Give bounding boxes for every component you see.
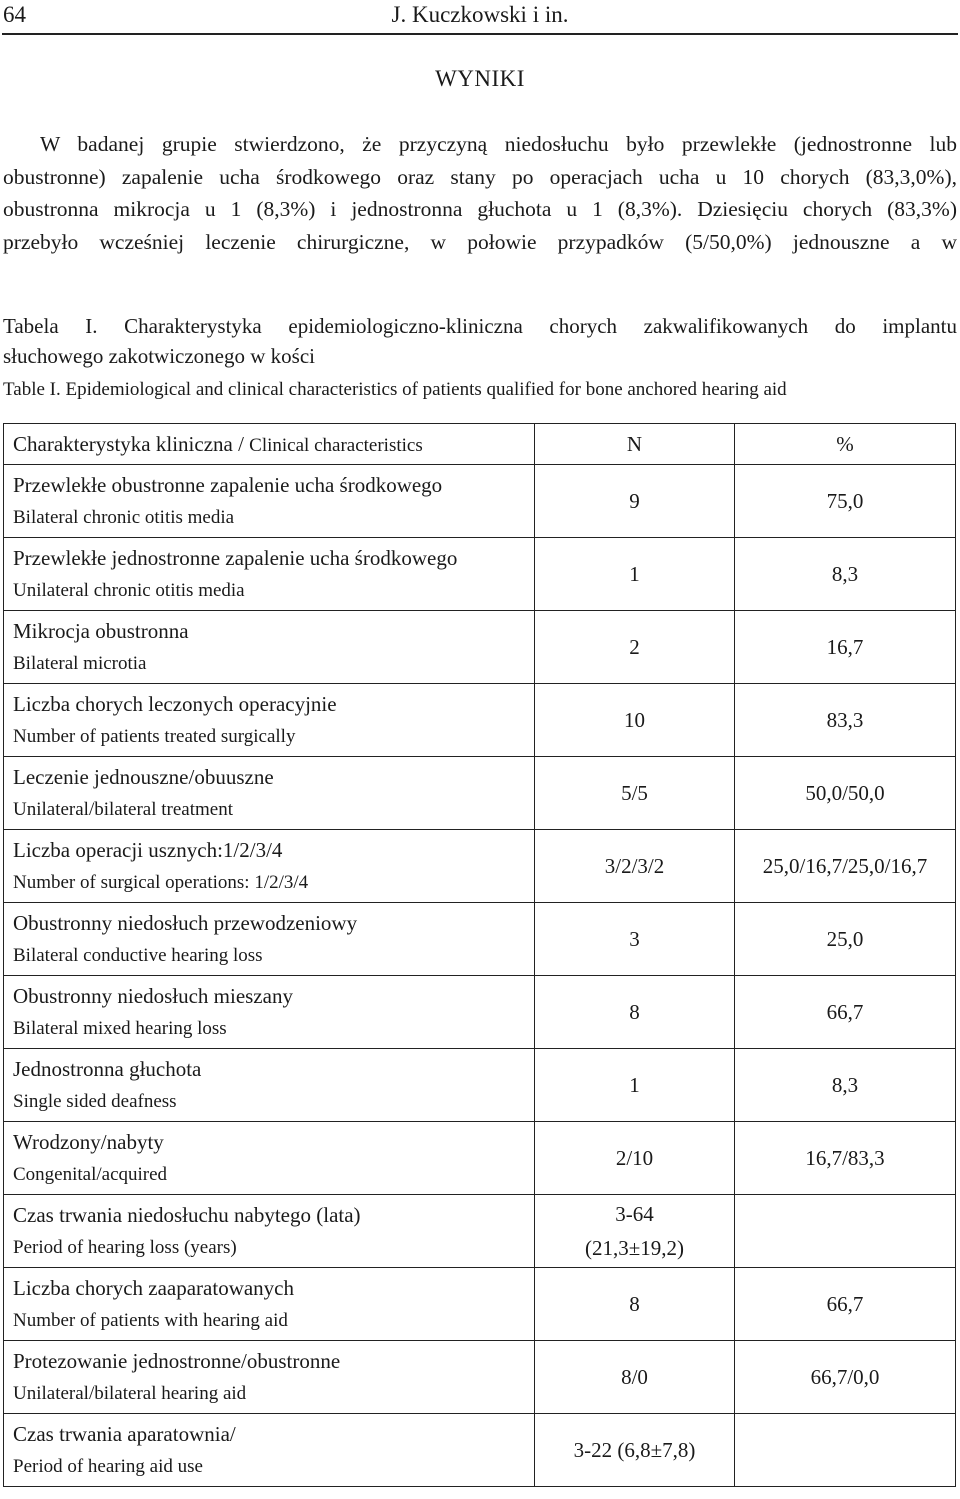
n-value: 8 [629, 1000, 640, 1024]
cell-characteristic [4, 903, 535, 976]
cell-n [535, 903, 735, 976]
n-value: 3-22 (6,8±7,8) [573, 1438, 696, 1462]
characteristic-polish: Obustronny niedosłuch mieszany [13, 983, 293, 1008]
body-paragraph [3, 128, 957, 259]
cell-characteristic [4, 1122, 535, 1195]
characteristic-english: Unilateral chronic otitis media [13, 579, 245, 601]
characteristic-english: Unilateral/bilateral hearing aid [13, 1382, 247, 1404]
characteristic-english: Bilateral chronic otitis media [13, 506, 235, 528]
characteristic-english: Bilateral conductive hearing loss [13, 944, 263, 966]
characteristic-polish: Obustronny niedosłuch przewodzeniowy [13, 910, 358, 935]
page-header [0, 0, 960, 36]
table-row [4, 1195, 956, 1268]
characteristic-english: Number of patients treated surgically [13, 725, 296, 747]
cell-percent [735, 1195, 956, 1268]
cell-percent: 50,0/50,0 [735, 757, 956, 830]
characteristic-polish: Liczba operacji usznych:1/2/3/4 [13, 837, 283, 862]
cell-percent: 66,7/0,0 [735, 1341, 956, 1414]
characteristic-polish: Leczenie jednouszne/obuuszne [13, 764, 274, 789]
cell-percent [735, 1414, 956, 1487]
characteristic-english: Unilateral/bilateral treatment [13, 798, 233, 820]
cell-percent: 16,7 [735, 611, 956, 684]
page-number: 64 [3, 2, 26, 27]
caption-line: słuchowego zakotwiczonego w kości [3, 344, 315, 368]
header-rule [2, 33, 958, 35]
n-value: 2/10 [615, 1146, 654, 1170]
cell-n [535, 1341, 735, 1414]
header-label-polish: Charakterystyka kliniczna / [13, 431, 250, 456]
caption-line: Tabela I. Charakterystyka epidemiologiczno-kliniczna chorych zakwalifikowanych do implantu [3, 314, 957, 338]
n-value: 1 [629, 562, 640, 586]
cell-percent: 8,3 [735, 538, 956, 611]
n-value: 3 [629, 927, 640, 951]
cell-percent: 25,0/16,7/25,0/16,7 [735, 830, 956, 903]
cell-n [535, 976, 735, 1049]
characteristic-polish: Liczba chorych leczonych operacyjnie [13, 691, 337, 716]
running-head: J. Kuczkowski i in. [391, 2, 569, 27]
table-caption-english: Table I. Epidemiological and clinical characteristics of patients qualified for bone anchored hearing aid [3, 379, 787, 400]
header-label-english: Clinical characteristics [249, 434, 423, 456]
cell-n [535, 830, 735, 903]
table-row [4, 538, 956, 611]
table-row [4, 465, 956, 538]
cell-n [535, 1049, 735, 1122]
table-row [4, 903, 956, 976]
table-row [4, 1414, 956, 1487]
table-caption-polish [3, 311, 957, 371]
n-value: 2 [629, 635, 640, 659]
characteristic-polish: Przewlekłe jednostronne zapalenie ucha środkowego [13, 545, 458, 570]
cell-n [535, 684, 735, 757]
characteristic-polish: Jednostronna głuchota [13, 1056, 202, 1081]
cell-n [535, 1268, 735, 1341]
column-header-percent: % [735, 424, 956, 465]
body-line: obustronna mikrocja u 1 (8,3%) i jednostronna głuchota u 1 (8,3%). Dziesięciu chorych (83,3%) [3, 197, 957, 222]
cell-characteristic [4, 757, 535, 830]
cell-characteristic [4, 1341, 535, 1414]
cell-percent: 16,7/83,3 [735, 1122, 956, 1195]
characteristic-english: Number of surgical operations: 1/2/3/4 [13, 871, 309, 893]
cell-n [535, 538, 735, 611]
body-line: obustronne) zapalenie ucha środkowego oraz stany po operacjach ucha u 10 chorych (83,3,0%), [3, 164, 957, 189]
data-table [3, 423, 956, 1487]
characteristic-english: Single sided deafness [13, 1090, 177, 1112]
table-row [4, 830, 956, 903]
cell-characteristic [4, 830, 535, 903]
n-value: 3-64 [615, 1202, 654, 1226]
n-value: 1 [629, 1073, 640, 1097]
cell-characteristic [4, 1268, 535, 1341]
n-value: 10 [624, 708, 645, 732]
characteristic-polish: Liczba chorych zaaparatowanych [13, 1275, 294, 1300]
table-row [4, 976, 956, 1049]
characteristic-english: Number of patients with hearing aid [13, 1309, 288, 1331]
table-row [4, 611, 956, 684]
n-value: 5/5 [621, 781, 648, 805]
cell-characteristic [4, 976, 535, 1049]
table-header-row [4, 424, 956, 465]
cell-characteristic [4, 465, 535, 538]
characteristic-polish: Przewlekłe obustronne zapalenie ucha środkowego [13, 472, 443, 497]
characteristic-english: Period of hearing loss (years) [13, 1236, 237, 1258]
table-row [4, 1268, 956, 1341]
section-title: WYNIKI [435, 66, 525, 91]
table-row [4, 757, 956, 830]
body-line: przebyło wcześniej leczenie chirurgiczne, w połowie przypadków (5/50,0%) jednouszne a w [3, 230, 957, 255]
characteristic-polish: Wrodzony/nabyty [13, 1129, 164, 1154]
n-value: 8/0 [621, 1365, 648, 1389]
cell-n [535, 1414, 735, 1487]
characteristic-english: Bilateral microtia [13, 652, 147, 674]
column-header-characteristics [4, 424, 535, 465]
cell-percent: 75,0 [735, 465, 956, 538]
cell-characteristic [4, 611, 535, 684]
cell-n [535, 611, 735, 684]
cell-percent: 83,3 [735, 684, 956, 757]
cell-percent: 8,3 [735, 1049, 956, 1122]
cell-characteristic [4, 1049, 535, 1122]
table-row [4, 684, 956, 757]
cell-characteristic [4, 1414, 535, 1487]
n-value: 9 [629, 489, 640, 513]
characteristic-polish: Mikrocja obustronna [13, 618, 189, 643]
cell-n [535, 1122, 735, 1195]
cell-n [535, 757, 735, 830]
cell-percent: 66,7 [735, 976, 956, 1049]
table-row [4, 1049, 956, 1122]
characteristic-polish: Czas trwania niedosłuchu nabytego (lata) [13, 1202, 361, 1227]
cell-percent: 66,7 [735, 1268, 956, 1341]
table-row [4, 1122, 956, 1195]
table-row [4, 1341, 956, 1414]
characteristic-english: Congenital/acquired [13, 1163, 168, 1185]
n-value-detail: (21,3±19,2) [584, 1236, 684, 1260]
cell-percent: 25,0 [735, 903, 956, 976]
characteristic-english: Period of hearing aid use [13, 1455, 203, 1477]
cell-characteristic [4, 1195, 535, 1268]
characteristic-english: Bilateral mixed hearing loss [13, 1017, 227, 1039]
cell-characteristic [4, 684, 535, 757]
cell-n [535, 1195, 735, 1268]
body-line: W badanej grupie stwierdzono, że przyczyną niedosłuchu było przewlekłe (jednostronne lub [40, 132, 957, 156]
column-header-n: N [535, 424, 735, 465]
characteristic-polish: Protezowanie jednostronne/obustronne [13, 1348, 341, 1373]
n-value: 3/2/3/2 [604, 854, 665, 878]
cell-characteristic [4, 538, 535, 611]
characteristics-table [3, 423, 955, 1487]
cell-n [535, 465, 735, 538]
characteristic-polish: Czas trwania aparatownia/ [13, 1421, 236, 1446]
n-value: 8 [629, 1292, 640, 1316]
